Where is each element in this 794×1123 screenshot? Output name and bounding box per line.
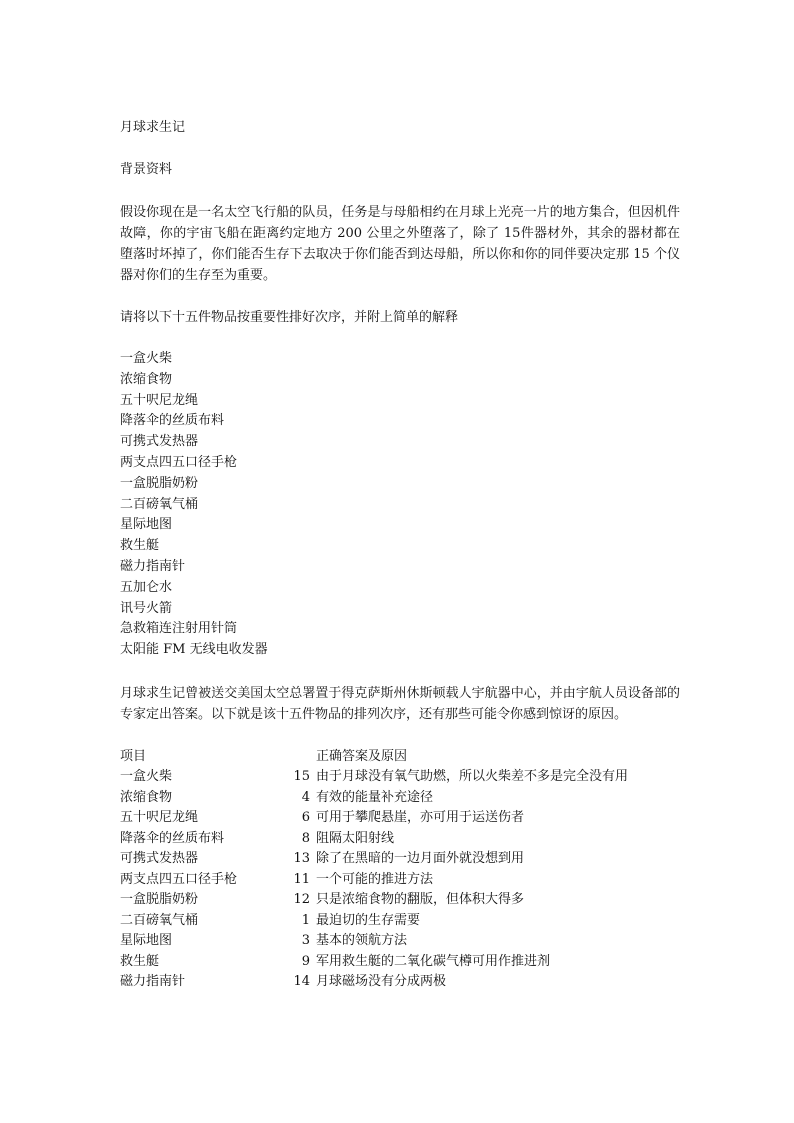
table-row <box>120 870 628 891</box>
list-item: 两支点四五口径手枪 <box>120 454 238 470</box>
header-spacer <box>290 747 316 768</box>
row-item: 降落伞的丝质布料 <box>120 830 225 846</box>
row-item: 两支点四五口径手枪 <box>120 871 238 887</box>
list-item: 一盒火柴 <box>120 351 173 366</box>
list-item: 二百磅氧气桶 <box>120 496 199 512</box>
row-rank: 14 <box>293 974 310 990</box>
table-row <box>120 972 628 993</box>
row-item: 浓缩食物 <box>120 789 173 805</box>
document-title: 月球求生记 <box>120 120 186 135</box>
table-row <box>120 808 628 829</box>
list-item: 五十呎尼龙绳 <box>120 392 199 408</box>
row-reason: 最迫切的生存需要 <box>316 912 421 928</box>
row-reason: 月球磁场没有分成两极 <box>316 974 447 990</box>
row-rank: 13 <box>293 851 310 867</box>
row-item: 一盒脱脂奶粉 <box>120 892 199 908</box>
background-paragraph: 假设你现在是一名太空飞行船的队员，任务是与母船相约在月球上光亮一片的地方集合，但因机件故障，你的宇宙飞船在距离约定地方 200 公里之外堕落了，除了 15件器材外，其余的器材都在堕落时坏掉了，你们能否生存下去取决于你们能否到达母船，所以你和你的同伴要决定那 15 个仪器对你们的生存至为重要。 <box>120 205 680 283</box>
table-row <box>120 788 628 809</box>
row-reason: 除了在黑暗的一边月面外就没想到用 <box>316 851 525 867</box>
table-row <box>120 931 628 952</box>
row-reason: 基本的领航方法 <box>316 933 408 949</box>
row-rank: 1 <box>301 912 310 928</box>
header-answer: 正确答案及原因 <box>316 748 408 764</box>
list-item: 一盒脱脂奶粉 <box>120 475 199 491</box>
row-rank: 8 <box>301 830 310 846</box>
section-heading: 背景资料 <box>120 162 173 177</box>
row-item: 一盒火柴 <box>120 769 173 785</box>
list-item: 磁力指南针 <box>120 558 186 574</box>
list-item: 急救箱连注射用针筒 <box>120 621 238 637</box>
table-row <box>120 890 628 911</box>
table-row <box>120 952 628 973</box>
row-rank: 9 <box>301 953 310 969</box>
list-item: 救生艇 <box>120 538 160 554</box>
list-item: 五加仑水 <box>120 579 173 595</box>
row-item: 救生艇 <box>120 953 160 969</box>
row-reason: 有效的能量补充途径 <box>316 789 434 805</box>
row-item: 磁力指南针 <box>120 974 186 990</box>
row-item: 五十呎尼龙绳 <box>120 810 199 826</box>
list-item: 降落伞的丝质布料 <box>120 413 225 429</box>
row-rank: 15 <box>293 769 310 785</box>
row-rank: 3 <box>301 933 310 949</box>
row-rank: 4 <box>301 789 310 805</box>
table-row <box>120 767 628 788</box>
table-header-row <box>120 747 628 768</box>
table-row <box>120 911 628 932</box>
document-page <box>120 118 680 993</box>
row-reason: 军用救生艇的二氧化碳气樽可用作推进剂 <box>316 953 551 969</box>
row-reason: 可用于攀爬悬崖，亦可用于运送伤者 <box>316 810 525 826</box>
list-item: 讯号火箭 <box>120 600 173 616</box>
row-rank: 6 <box>301 810 310 826</box>
table-row <box>120 849 628 870</box>
instruction-text: 请将以下十五件物品按重要性排好次序，并附上简单的解释 <box>120 310 459 325</box>
row-rank: 12 <box>293 892 310 908</box>
row-item: 二百磅氧气桶 <box>120 912 199 928</box>
answer-table <box>120 747 628 993</box>
row-reason: 由于月球没有氧气助燃，所以火柴差不多是完全没有用 <box>316 769 629 785</box>
answer-intro-paragraph: 月球求生记曾被送交美国太空总署置于得克萨斯州休斯顿载人宇航器中心，并由宇航人员设备部的专家定出答案。以下就是该十五件物品的排列次序，还有那些可能令你感到惊讶的原因。 <box>120 685 680 722</box>
row-reason: 一个可能的推进方法 <box>316 871 434 887</box>
row-reason: 只是浓缩食物的翻版，但体积大得多 <box>316 892 525 908</box>
table-row <box>120 829 628 850</box>
item-list <box>120 349 680 661</box>
list-item: 可携式发热器 <box>120 434 199 450</box>
row-item: 可携式发热器 <box>120 851 199 867</box>
row-rank: 11 <box>293 871 310 887</box>
header-item: 项目 <box>120 748 147 764</box>
list-item: 太阳能 FM 无线电收发器 <box>120 642 268 658</box>
row-reason: 阻隔太阳射线 <box>316 830 395 846</box>
list-item: 浓缩食物 <box>120 371 173 387</box>
list-item: 星际地图 <box>120 517 173 533</box>
row-item: 星际地图 <box>120 933 173 949</box>
